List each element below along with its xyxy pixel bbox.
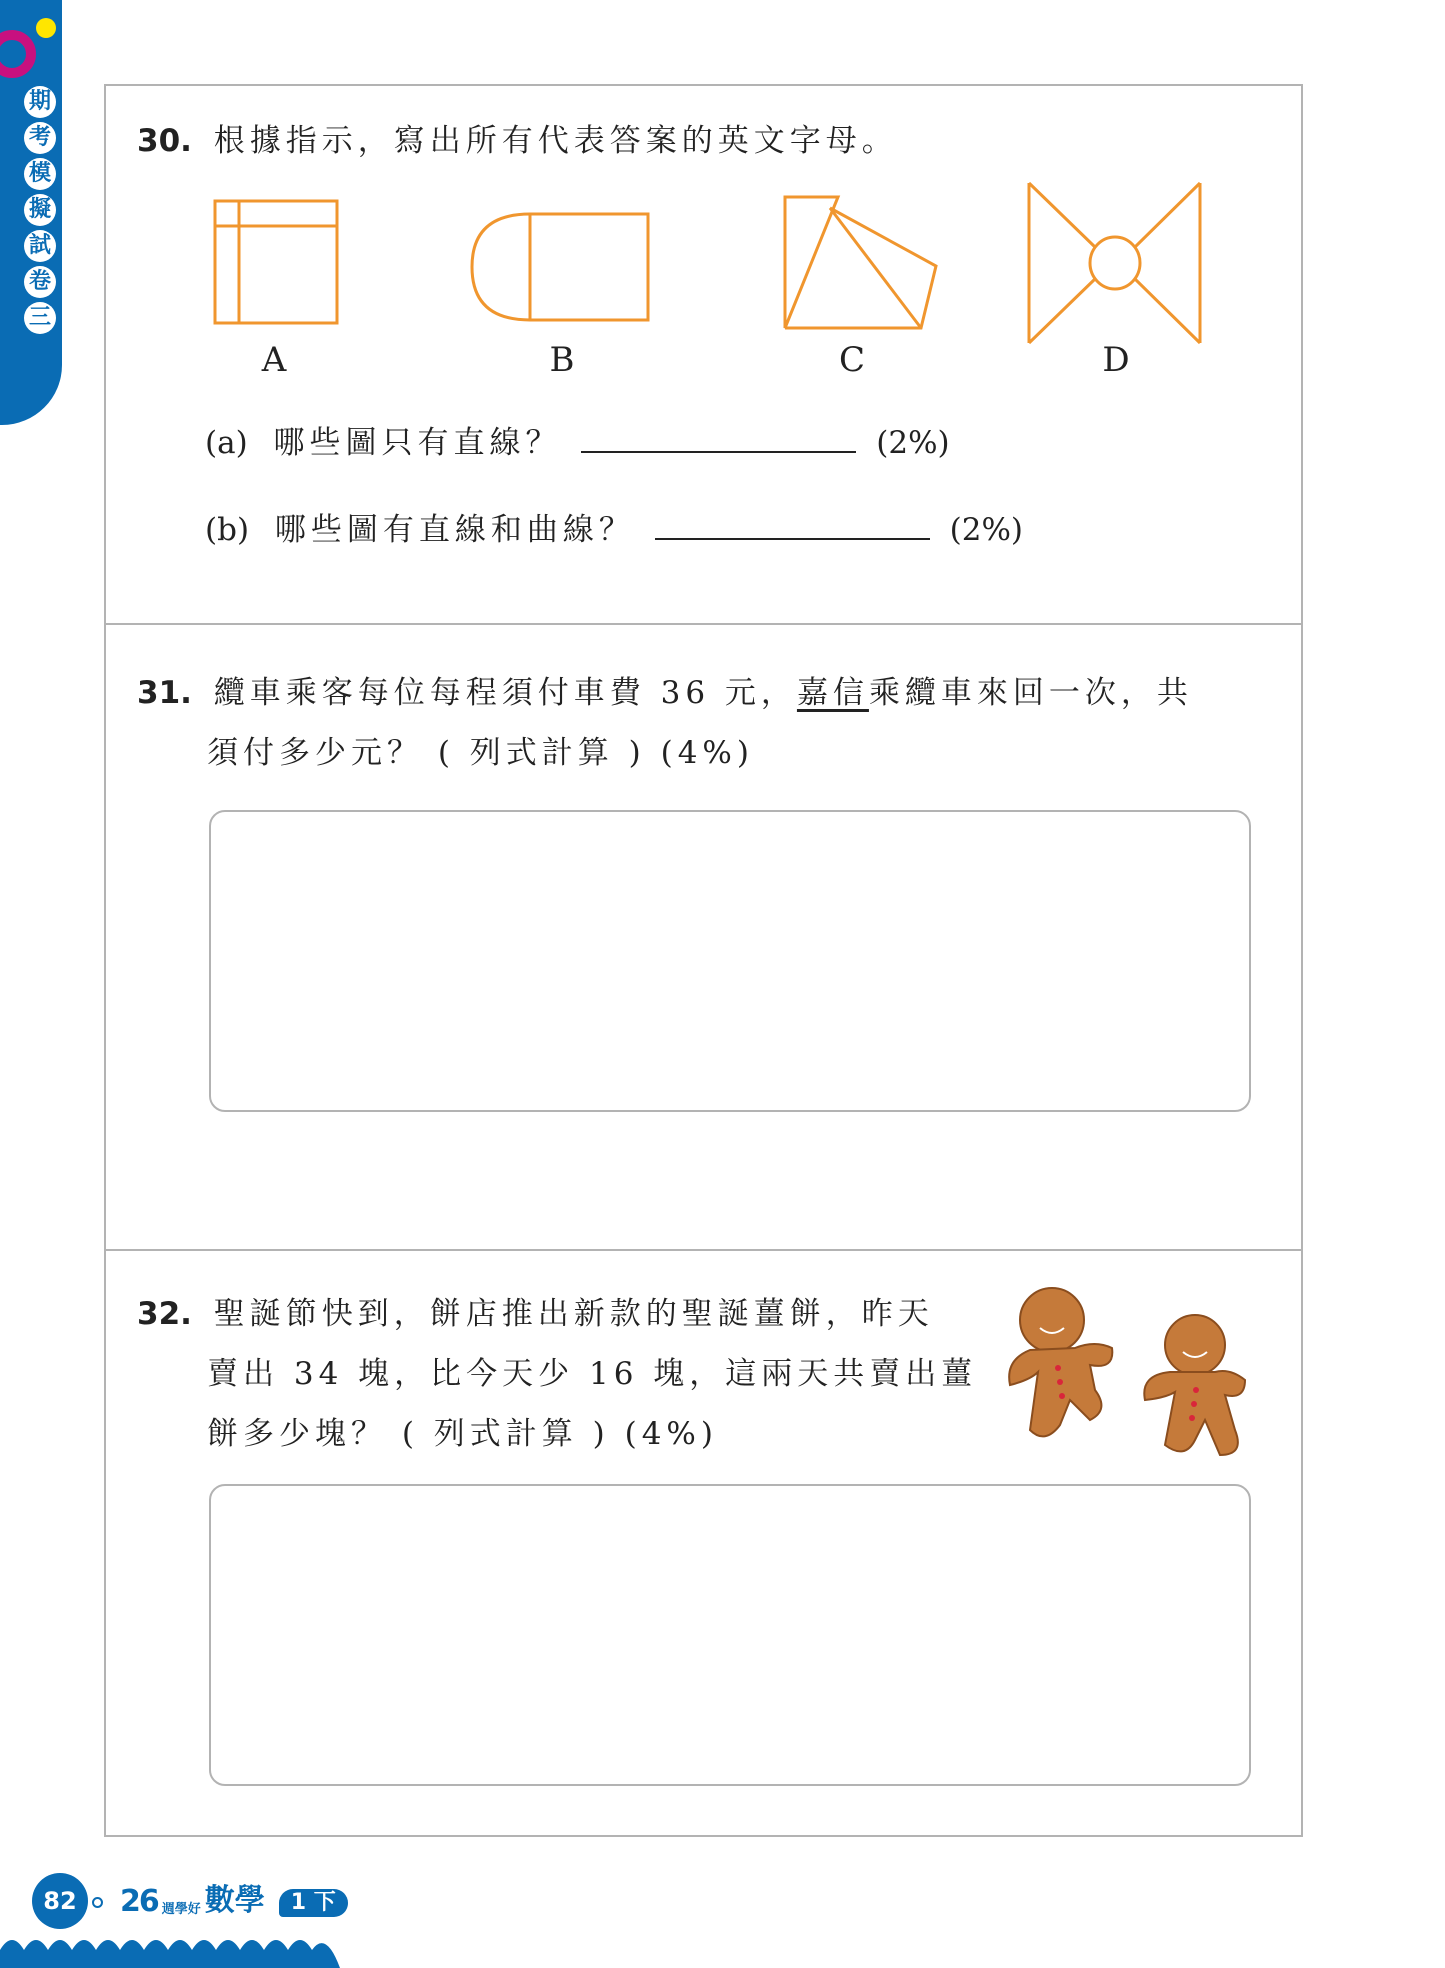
logo-number: 26 bbox=[120, 1884, 158, 1919]
shape-label-a: A bbox=[261, 340, 287, 380]
term: 下 bbox=[313, 1890, 336, 1915]
answer-blank-b[interactable] bbox=[655, 508, 930, 540]
shape-label-b: B bbox=[549, 340, 575, 380]
question-number: 30. bbox=[137, 123, 192, 159]
subquestion-label: (b) bbox=[205, 512, 250, 548]
subquestion-label: (a) bbox=[205, 425, 248, 461]
page-number: 82 bbox=[32, 1873, 88, 1929]
sidebar-char: 模 bbox=[24, 158, 56, 190]
question-32-line1 bbox=[137, 1288, 934, 1333]
shape-d bbox=[1029, 183, 1200, 343]
gingerbread-illustration bbox=[1000, 1280, 1255, 1480]
question-number: 31. bbox=[137, 675, 192, 711]
answer-box-32[interactable] bbox=[209, 1484, 1251, 1786]
question-text: 纜車乘客每位每程須付車費 36 元， bbox=[213, 675, 797, 711]
sidebar-char: 試 bbox=[24, 230, 56, 262]
answer-blank-a[interactable] bbox=[581, 421, 856, 453]
series-logo bbox=[120, 1885, 348, 1917]
shape-b bbox=[472, 214, 648, 320]
sidebar-char: 三 bbox=[24, 302, 56, 334]
sidebar-char: 期 bbox=[24, 86, 56, 118]
sidebar-char: 卷 bbox=[24, 266, 56, 298]
sidebar-char: 考 bbox=[24, 122, 56, 154]
question-text: 乘纜車來回一次，共 bbox=[868, 675, 1193, 711]
score: (2%) bbox=[949, 512, 1023, 548]
divider bbox=[104, 1249, 1303, 1251]
grade-badge bbox=[279, 1889, 348, 1917]
score: (2%) bbox=[876, 425, 950, 461]
logo-big-text: 數學 bbox=[204, 1883, 265, 1918]
gingerbread-man-icon bbox=[1144, 1315, 1245, 1455]
shape-label-c: C bbox=[838, 340, 865, 380]
logo-small-text: 週學好 bbox=[161, 1902, 201, 1917]
grade: 1 bbox=[290, 1890, 307, 1915]
question-32-line3: 餅多少塊？ ( 列式計算 ) (4%) bbox=[207, 1416, 718, 1452]
question-text: 聖誕節快到，餅店推出新款的聖誕薑餅，昨天 bbox=[213, 1296, 934, 1332]
shapes-figure bbox=[0, 0, 1445, 400]
question-31-line2: 須付多少元？ ( 列式計算 ) (4%) bbox=[207, 735, 754, 771]
subquestion-b bbox=[205, 504, 1023, 549]
wave-decoration bbox=[0, 1930, 345, 1968]
shape-a bbox=[215, 201, 337, 323]
person-name: 嘉信 bbox=[796, 675, 869, 711]
shape-label-d: D bbox=[1102, 340, 1130, 380]
divider bbox=[104, 623, 1303, 625]
question-text: 根據指示，寫出所有代表答案的英文字母。 bbox=[213, 123, 898, 159]
subquestion-text: 哪些圖只有直線？ bbox=[273, 425, 562, 461]
subquestion-a bbox=[205, 417, 950, 462]
degree-decoration bbox=[92, 1897, 103, 1908]
question-31-line1 bbox=[137, 667, 1193, 712]
sidebar-char: 擬 bbox=[24, 194, 56, 226]
question-number: 32. bbox=[137, 1296, 192, 1332]
subquestion-text: 哪些圖有直線和曲線？ bbox=[274, 512, 635, 548]
gingerbread-man-icon bbox=[1009, 1288, 1112, 1436]
answer-box-31[interactable] bbox=[209, 810, 1251, 1112]
question-32-line2: 賣出 34 塊，比今天少 16 塊，這兩天共賣出薑 bbox=[207, 1356, 978, 1392]
shape-c bbox=[785, 197, 936, 328]
